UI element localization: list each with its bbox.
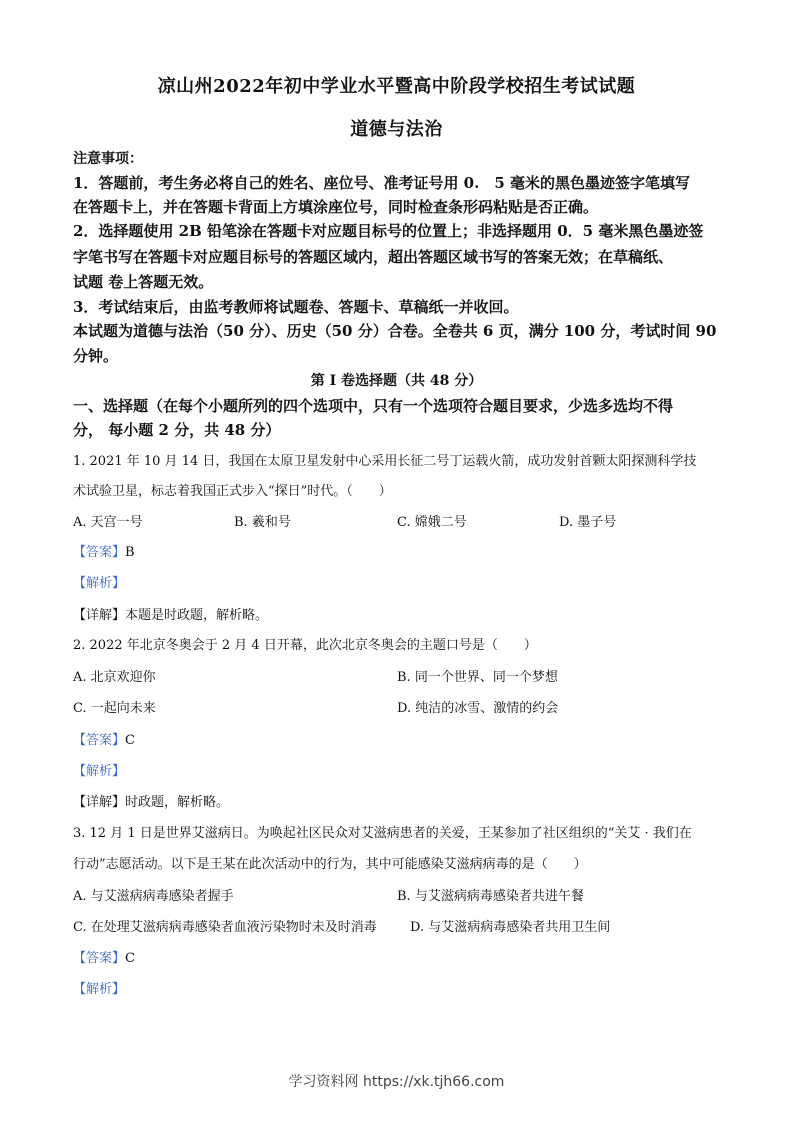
notice-line: 在答题卡上，并在答题卡背面上方填涂座位号，同时检查条形码粘贴是否正确。 [73,198,599,216]
option-d: D. 纯洁的冰雪、激情的约会 [397,701,559,716]
footer-watermark: 学习资料网 https://xk.tjh66.com [288,1074,505,1090]
answer-value: C [125,951,135,966]
notice-line: 本试题为道德与法治（50 分）、历史（50 分）合卷。全卷共 6 页，满分 100 分，考试时间 90 [73,322,717,340]
option-d: D. 与艾滋病病毒感染者共用卫生间 [410,920,611,935]
option-d: D. 墨子号 [559,515,617,530]
option-b: B. 与艾滋病病毒感染者共进午餐 [397,889,584,904]
detail-text: 时政题，解析略。 [125,795,230,810]
option-a: A. 北京欢迎你 [73,670,156,685]
section-intro: 一、选择题（在每个小题所列的四个选项中，只有一个选项符合题目要求，少选多选均不得 [73,397,674,415]
question-stem: 2. 2022 年北京冬奥会于 2 月 4 日开幕，此次北京冬奥会的主题口号是（ ） [73,638,537,653]
section-title: 第 I 卷选择题（共 48 分） [310,373,483,389]
page-subtitle: 道德与法治 [350,119,443,140]
answer-value: C [125,733,135,748]
analysis-tag: 【解析】 [73,576,126,591]
analysis-tag: 【解析】 [73,764,126,779]
answer-line [73,729,135,748]
notice-line: 试题 卷上答题无效。 [73,273,214,291]
notice-heading: 注意事项： [73,151,143,167]
question-stem: 术试验卫星，标志着我国正式步入“探日”时代。（ ） [73,484,392,499]
option-b: B. 羲和号 [234,515,291,530]
option-a: A. 与艾滋病病毒感染者握手 [73,889,234,904]
detail-tag: 【详解】 [73,608,126,623]
section-intro: 分， 每小题 2 分，共 48 分） [73,421,281,439]
question-stem: 3. 12 月 1 日是世界艾滋病日。为唤起社区民众对艾滋病患者的关爱，王某参加了社区组织的“关艾 · 我们在 [73,826,692,841]
option-c: C. 一起向未来 [73,701,156,716]
page-title: 凉山州2022年初中学业水平暨高中阶段学校招生考试试题 [157,76,636,97]
answer-tag: 【答案】 [73,733,126,748]
option-c: C. 在处理艾滋病病毒感染者血液污染物时未及时消毒 [73,920,377,935]
detail-tag: 【详解】 [73,795,126,810]
question-stem: 行动”志愿活动。以下是王某在此次活动中的行为，其中可能感染艾滋病病毒的是（ ） [73,857,587,872]
detail-text: 本题是时政题，解析略。 [125,608,269,623]
option-a: A. 天宫一号 [73,515,143,530]
analysis-tag: 【解析】 [73,982,126,997]
answer-line [73,541,135,560]
detail-line [73,604,268,623]
question-stem: 1. 2021 年 10 月 14 日，我国在太原卫星发射中心采用长征二号丁运载火箭，成功发射首颗太阳探测科学技 [73,454,697,469]
answer-value: B [125,545,135,560]
notice-line: 分钟。 [73,347,119,365]
answer-tag: 【答案】 [73,545,126,560]
notice-line: 1．答题前，考生务必将自己的姓名、座位号、准考证号用 0. 5 毫米的黑色墨迹签字笔填写 [73,174,690,192]
notice-line: 3．考试结束后，由监考教师将试题卷、答题卡、草稿纸一并收回。 [73,298,519,316]
option-b: B. 同一个世界、同一个梦想 [397,670,558,685]
answer-tag: 【答案】 [73,951,126,966]
answer-line [73,947,135,966]
detail-line [73,791,229,810]
option-c: C. 嫦娥二号 [397,515,467,530]
notice-line: 字笔书写在答题卡对应题目标号的答题区域内，超出答题区域书写的答案无效；在草稿纸、 [73,248,674,266]
notice-line: 2．选择题使用 2B 铅笔涂在答题卡对应题目标号的位置上；非选择题用 0．5 毫米黑色墨迹签 [73,222,704,240]
